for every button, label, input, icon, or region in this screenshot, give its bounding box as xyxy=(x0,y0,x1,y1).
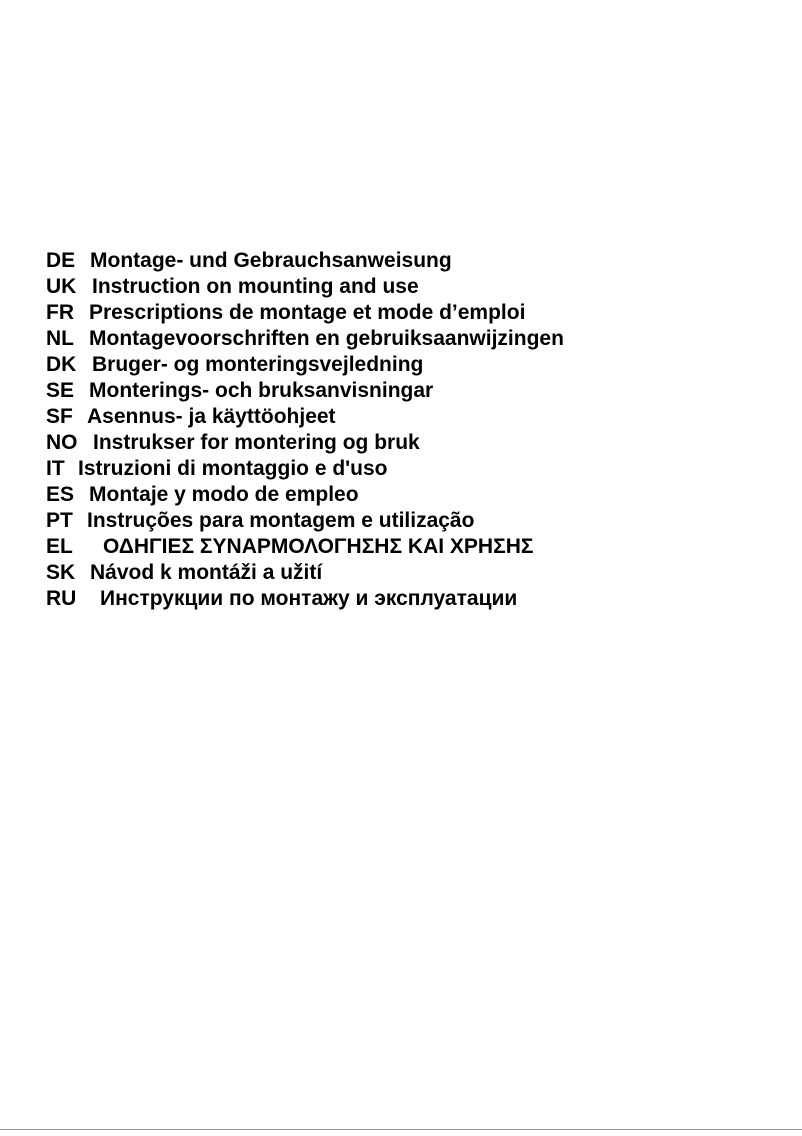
language-title: Montaje y modo de empleo xyxy=(89,483,359,506)
language-code: DE xyxy=(46,249,76,272)
language-title: ΟΔΗΓΙΕΣ ΣΥΝΑΡΜΟΛΟΓΗΣΗΣ ΚΑΙ ΧΡΗΣΗΣ xyxy=(103,535,534,558)
language-code: IT xyxy=(46,457,65,480)
language-item-de xyxy=(46,248,564,274)
language-code: ES xyxy=(46,483,75,506)
language-title: Instruções para montagem e utilização xyxy=(87,509,475,532)
language-code: PT xyxy=(46,509,73,532)
language-item-el xyxy=(46,534,564,560)
language-item-sf xyxy=(46,404,564,430)
language-code: SF xyxy=(46,405,73,428)
language-title: Instruction on mounting and use xyxy=(92,275,419,298)
language-item-fr xyxy=(46,300,564,326)
language-title: Asennus- ja käyttöohjeet xyxy=(87,405,336,428)
language-item-pt xyxy=(46,508,564,534)
language-title: Návod k montáži a užití xyxy=(90,561,323,584)
language-item-ru xyxy=(46,586,564,612)
language-item-sk xyxy=(46,560,564,586)
language-code: EL xyxy=(46,535,73,558)
language-code: UK xyxy=(46,275,77,298)
language-item-it xyxy=(46,456,564,482)
language-title: Bruger- og monteringsvejledning xyxy=(92,353,424,376)
language-title: Prescriptions de montage et mode d’emploi xyxy=(89,301,526,324)
language-title: Monterings- och bruksanvisningar xyxy=(89,379,434,402)
language-item-uk xyxy=(46,274,564,300)
language-item-dk xyxy=(46,352,564,378)
language-title: Instrukser for montering og bruk xyxy=(93,431,420,454)
language-code: FR xyxy=(46,301,74,324)
language-code: NO xyxy=(46,431,78,454)
language-code: NL xyxy=(46,327,74,350)
language-item-no xyxy=(46,430,564,456)
language-title: Инструкции по монтажу и эксплуатации xyxy=(100,587,518,610)
language-title: Istruzioni di montaggio e d'uso xyxy=(78,457,388,480)
language-title: Montage- und Gebrauchsanweisung xyxy=(90,249,452,272)
language-code: DK xyxy=(46,353,77,376)
language-list xyxy=(46,248,564,612)
language-item-se xyxy=(46,378,564,404)
language-code: RU xyxy=(46,587,77,610)
language-code: SK xyxy=(46,561,76,584)
page-bottom-rule xyxy=(0,1129,802,1130)
language-code: SE xyxy=(46,379,75,402)
language-title: Montagevoorschriften en gebruiksaanwijzingen xyxy=(89,327,564,350)
language-item-es xyxy=(46,482,564,508)
language-item-nl xyxy=(46,326,564,352)
